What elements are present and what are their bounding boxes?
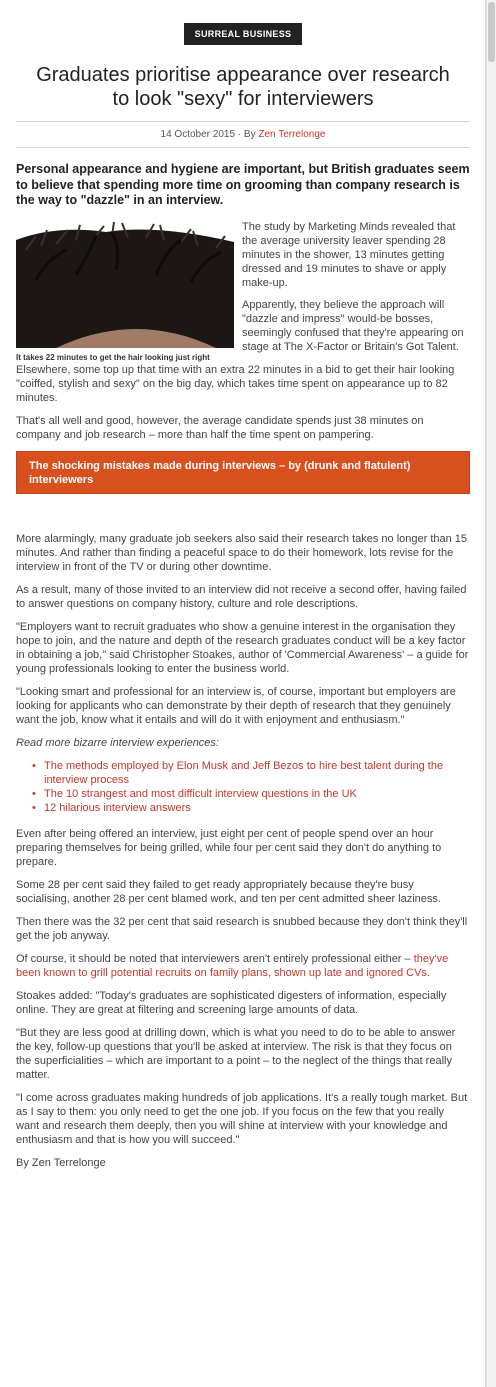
- side-paragraph: Apparently, they believe the approach will "dazzle and impress" would-be bosses, seemingly confused that they're appearing on stage at The X-Factor or Britain's Got Talent.: [242, 298, 464, 353]
- read-more-label: Read more bizarre interview experiences:: [16, 736, 219, 749]
- article-body: [16, 363, 470, 1170]
- publish-date: 14 October 2015: [160, 129, 236, 140]
- inline-link[interactable]: they've been known to grill potential recruits on family plans, shown up late and ignored CVs.: [16, 952, 449, 979]
- body-paragraph-with-link: [16, 952, 470, 980]
- paragraph-text: Of course, it should be noted that interviewers aren't entirely professional either –: [16, 952, 414, 965]
- meta-separator: · By: [235, 129, 259, 140]
- divider-bottom: [16, 147, 470, 148]
- body-paragraph: That's all well and good, however, the average candidate spends just 38 minutes on company and job research – more than half the time spent on pampering.: [16, 414, 424, 441]
- related-article-callout[interactable]: The shocking mistakes made during interviews – by (drunk and flatulent) interviewers: [16, 451, 470, 494]
- body-paragraph: "Employers want to recruit graduates who show a genuine interest in the organisation they hope to join, and the nature and depth of the research graduates conduct will be a key factor in obtaining a job," said Christopher Stoakes, author of 'Commercial Awareness' – a guide for young professionals looking to enter the business world.: [16, 620, 469, 675]
- body-paragraph: More alarmingly, many graduate job seekers also said their research takes no longer than 15 minutes. And rather than finding a peaceful space to do their homework, lots revise for the interview in front of the TV or during other downtime.: [16, 532, 468, 573]
- body-paragraph: "I come across graduates making hundreds of job applications. It's a really tough market. But as I say to them: you only need to get the one job. If you focus on the few that you really want and research them deeply, then you will shine at interview with your knowledge and enthusiasm and that is how you will succeed.": [16, 1091, 468, 1146]
- side-text: [234, 220, 470, 363]
- related-link[interactable]: • The methods employed by Elon Musk and Jeff Bezos to hire best talent during the interview process: [32, 759, 470, 787]
- body-paragraph: Then there was the 32 per cent that said research is snubbed because they don't think they'll get the job anyway.: [16, 915, 468, 942]
- vertical-scrollbar[interactable]: [486, 0, 496, 1387]
- body-paragraph: As a result, many of those invited to an interview did not receive a second offer, having failed to answer questions on company history, culture and role descriptions.: [16, 583, 467, 610]
- category-wrap: [16, 0, 470, 49]
- body-paragraph: Some 28 per cent said they failed to get ready appropriately because they're busy socialising, another 28 per cent blamed work, and ten per cent admitted sheer laziness.: [16, 878, 441, 905]
- figure-row: [16, 220, 470, 363]
- body-paragraph: "Looking smart and professional for an interview is, of course, important but employers are looking for applicants who can demonstrate by their depth of research that they genuinely want the job, know what it entails and will do it with enjoyment and enthusiasm.": [16, 685, 456, 726]
- body-paragraph: Elsewhere, some top up that time with an extra 22 minutes in a bid to get their hair looking "coiffed, stylish and sexy" on the big day, which takes time spent on appearance up to 82 minutes.: [16, 363, 455, 404]
- related-link[interactable]: • The 10 strangest and most difficult interview questions in the UK: [32, 787, 470, 801]
- body-paragraph: "But they are less good at drilling down, which is what you need to do to be able to answer the key, follow-up questions that you'll be asked at interview. The risk is that they focus on the superficialities – which are important to a point – to the neglect of the things that really matter.: [16, 1026, 456, 1081]
- article-meta: [16, 122, 470, 147]
- scrollbar-thumb[interactable]: [488, 2, 495, 62]
- related-links-list: [32, 759, 470, 815]
- hair-photo: [16, 220, 234, 348]
- figure-caption: It takes 22 minutes to get the hair looking just right: [16, 352, 210, 362]
- lead-paragraph: Personal appearance and hygiene are important, but British graduates seem to believe that spending more time on grooming than company research is the way to "dazzle" in an interview.: [16, 162, 470, 207]
- author-link[interactable]: Zen Terrelonge: [258, 129, 326, 140]
- category-tag[interactable]: SURREAL BUSINESS: [184, 23, 303, 45]
- body-paragraph: Even after being offered an interview, just eight per cent of people spend over an hour preparing themselves for being grilled, while four per cent said they don't do anything to prepare.: [16, 827, 442, 868]
- related-link[interactable]: • 12 hilarious interview answers: [32, 801, 470, 815]
- headline: Graduates prioritise appearance over research to look "sexy" for interviewers: [36, 64, 450, 110]
- side-paragraph: The study by Marketing Minds revealed that the average university leaver spending 28 minutes in the shower, 13 minutes getting dressed and 19 minutes to shave or apply make-up.: [242, 220, 456, 289]
- article: [16, 0, 470, 1179]
- byline[interactable]: By Zen Terrelonge: [16, 1156, 106, 1169]
- body-paragraph: Stoakes added: "Today's graduates are sophisticated digesters of information, especially online. They are great at filtering and screening large amounts of data.: [16, 989, 447, 1016]
- article-figure: [16, 220, 234, 363]
- hair-illustration: [16, 220, 234, 348]
